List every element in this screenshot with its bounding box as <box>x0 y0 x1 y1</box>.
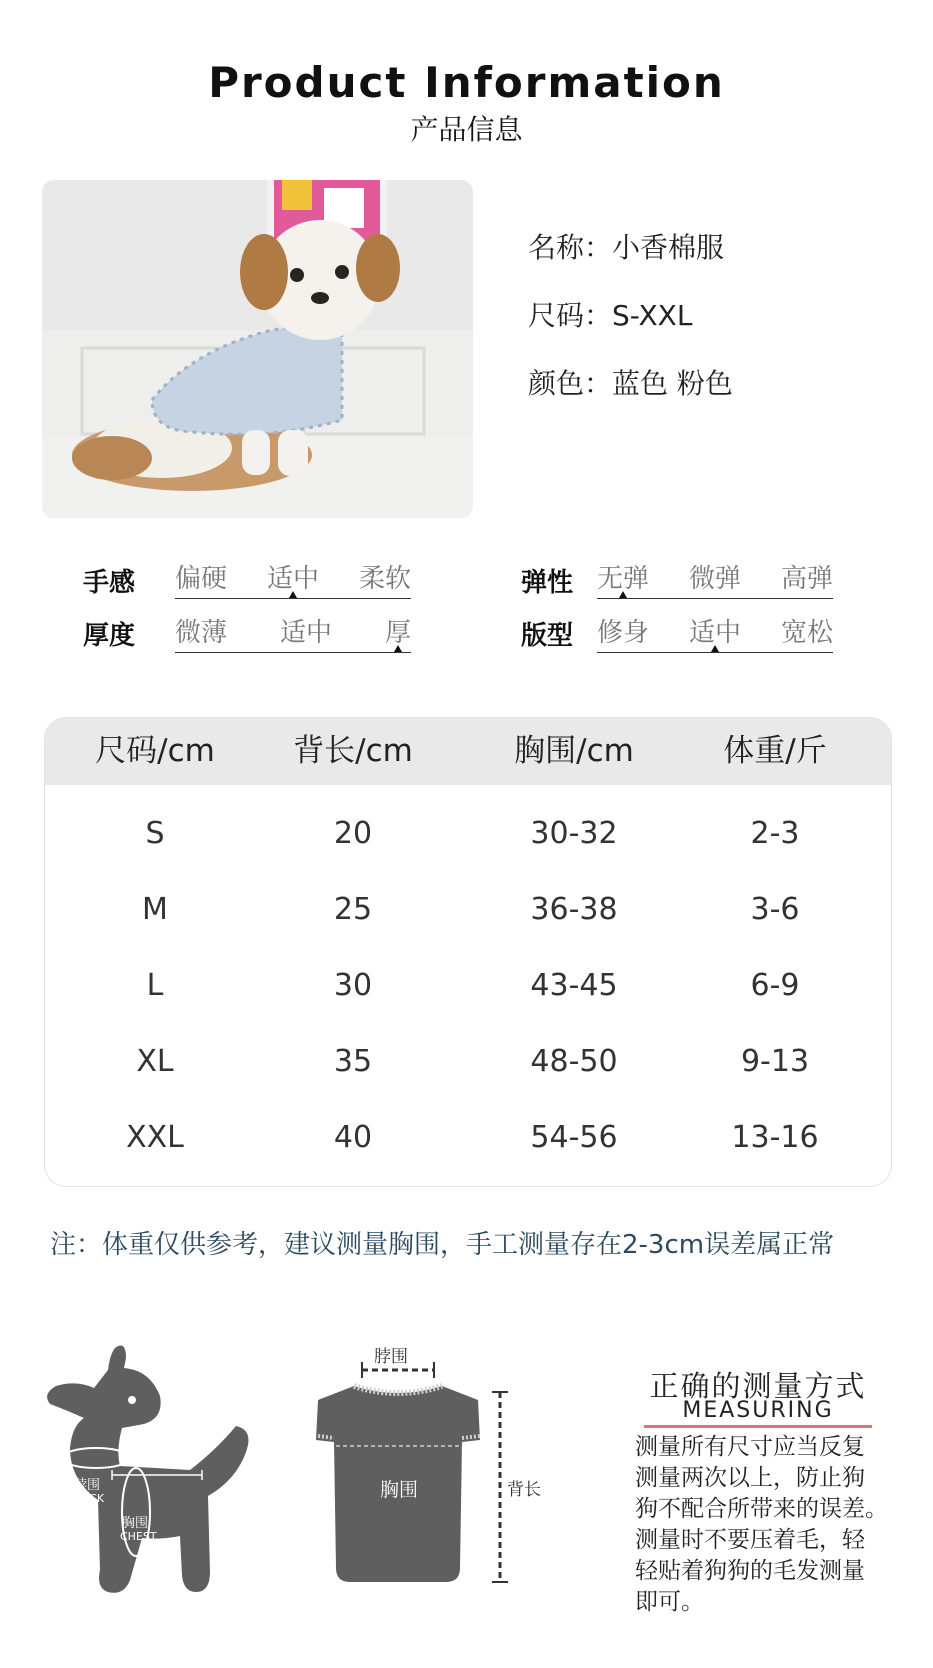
attr-option: 修身 <box>597 618 650 648</box>
attr-label-thickness: 厚度 <box>83 621 136 651</box>
table-cell: 13-16 <box>731 1120 819 1155</box>
length-label: LENGTH背长 <box>120 1447 193 1461</box>
dog-diagram <box>40 1340 260 1600</box>
scale-marker <box>619 591 627 598</box>
scale-line <box>175 598 411 599</box>
table-cell: 30-32 <box>530 816 618 851</box>
measuring-subtitle: MEASURING <box>682 1398 834 1423</box>
table-cell: S <box>145 816 165 851</box>
table-cell: 20 <box>333 816 373 851</box>
table-cell: M <box>142 892 168 927</box>
chest-label-en: CHEST <box>120 1530 157 1543</box>
scale-line <box>597 652 833 653</box>
name-value: 小香棉服 <box>612 231 725 264</box>
size-label: 尺码： <box>528 299 613 332</box>
title-cn: 产品信息 <box>410 113 523 146</box>
table-cell: 48-50 <box>530 1044 618 1079</box>
table-header <box>45 718 891 785</box>
col-header-length: 背长/cm <box>293 733 413 769</box>
product-photo <box>42 180 473 518</box>
attr-label-fit: 版型 <box>521 621 574 651</box>
attr-scale-elasticity <box>597 558 833 598</box>
garment-diagram <box>310 1330 570 1600</box>
col-header-size: 尺码/cm <box>95 733 215 769</box>
attr-label-feel: 手感 <box>83 568 136 598</box>
measuring-line: 狗不配合所带来的误差。 <box>635 1496 888 1522</box>
garment-neck-label: 脖围 <box>374 1347 408 1367</box>
measuring-line: 轻贴着狗狗的毛发测量 <box>635 1558 865 1584</box>
table-cell: XXL <box>126 1120 184 1155</box>
table-cell: 54-56 <box>530 1120 618 1155</box>
attr-scale-fit <box>597 612 833 652</box>
neck-label-en: NECK <box>74 1492 105 1505</box>
attr-option: 微薄 <box>175 618 228 648</box>
color-value: 蓝色 粉色 <box>612 367 733 400</box>
table-cell: 40 <box>333 1120 373 1155</box>
table-cell: 2-3 <box>750 816 800 851</box>
measuring-line: 即可。 <box>635 1589 704 1615</box>
col-header-chest: 胸围/cm <box>514 733 634 769</box>
table-cell: 9-13 <box>740 1044 810 1079</box>
chest-label-cn: 胸围 <box>122 1516 149 1531</box>
table-cell: 36-38 <box>530 892 618 927</box>
measuring-title: 正确的测量方式 <box>649 1369 867 1403</box>
scale-line <box>597 598 833 599</box>
note-text: 注：体重仅供参考，建议测量胸围，手工测量存在2-3cm误差属正常 <box>50 1230 835 1260</box>
table-cell: 3-6 <box>750 892 800 927</box>
garment-chest-label: 胸围 <box>380 1479 419 1501</box>
attr-option: 适中 <box>279 618 332 648</box>
scale-marker <box>394 645 402 652</box>
measuring-line: 测量两次以上，防止狗 <box>635 1465 865 1491</box>
table-cell: 43-45 <box>530 968 618 1003</box>
measuring-line: 测量时不要压着毛，轻 <box>635 1527 865 1553</box>
product-size <box>528 294 692 334</box>
table-cell: 25 <box>333 892 373 927</box>
size-table <box>44 717 892 1187</box>
scale-marker <box>289 591 297 598</box>
measuring-divider <box>644 1425 872 1428</box>
table-cell: 35 <box>333 1044 373 1079</box>
measuring-line: 测量所有尺寸应当反复 <box>635 1434 865 1460</box>
scale-marker <box>711 645 719 652</box>
garment-back-label: 背长 <box>507 1480 541 1500</box>
measuring-text <box>635 1432 925 1618</box>
color-label: 颜色： <box>528 367 613 400</box>
attr-label-elasticity: 弹性 <box>521 568 574 598</box>
attr-option: 适中 <box>688 618 741 648</box>
table-cell: L <box>146 968 164 1003</box>
attr-option: 厚 <box>384 618 411 648</box>
table-cell: 30 <box>333 968 373 1003</box>
attr-scale-feel <box>175 558 411 598</box>
attr-option: 偏硬 <box>175 564 228 594</box>
attr-option: 宽松 <box>780 618 833 648</box>
size-value: S-XXL <box>612 299 693 332</box>
title-en: Product Information <box>208 58 725 107</box>
col-header-weight: 体重/斤 <box>723 733 827 769</box>
product-name <box>528 226 724 266</box>
attr-option: 高弹 <box>780 564 833 594</box>
attr-option: 柔软 <box>358 564 411 594</box>
name-label: 名称： <box>528 231 613 264</box>
product-color <box>528 362 733 402</box>
scale-line <box>175 652 411 653</box>
attr-scale-thickness <box>175 612 411 652</box>
attr-option: 无弹 <box>597 564 650 594</box>
table-cell: XL <box>136 1044 174 1079</box>
attr-option: 适中 <box>266 564 319 594</box>
table-cell: 6-9 <box>750 968 800 1003</box>
neck-label-cn: 脖围 <box>74 1478 101 1493</box>
attr-option: 微弹 <box>688 564 741 594</box>
